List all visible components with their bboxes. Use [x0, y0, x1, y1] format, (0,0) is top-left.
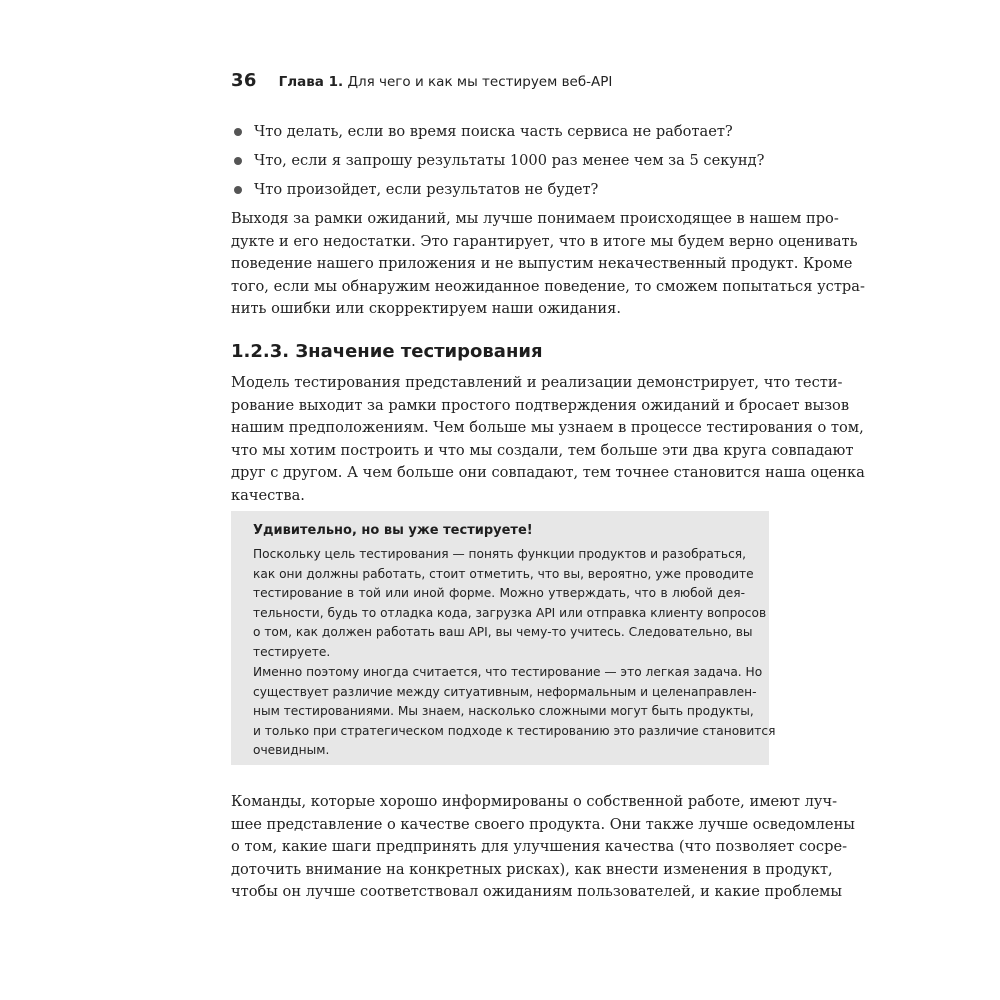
text-line: очевидным. — [253, 743, 330, 758]
list-item: Что делать, если во время поиска часть сервиса не работает? — [231, 121, 771, 150]
text-line: друг с другом. А чем больше они совпадают, тем точнее становится наша оценка — [231, 464, 865, 482]
text-line: и только при стратегическом подходе к тестированию это различие становится — [253, 723, 776, 738]
sidebar-paragraph — [253, 663, 776, 761]
text-line: Модель тестирования представлений и реализации демонстрирует, что тести- — [231, 374, 843, 391]
body-paragraph-teams — [231, 791, 855, 904]
text-line: тельности, будь то отладка кода, загрузка API или отправка клиенту вопросов — [253, 605, 767, 620]
text-line: нашим предположениям. Чем больше мы узнаем в процессе тестирования о том, — [231, 419, 864, 437]
text-line: того, если мы обнаружим неожиданное поведение, то сможем попытаться устра- — [231, 277, 865, 295]
text-line: Именно поэтому иногда считается, что тестирование — это легкая задача. Но — [253, 665, 763, 679]
text-line: качества. — [231, 486, 305, 504]
sidebar-title: Удивительно, но вы уже тестируете! — [253, 523, 533, 538]
list-item: Что, если я запрошу результаты 1000 раз менее чем за 5 секунд? — [231, 150, 771, 179]
text-line: Выходя за рамки ожиданий, мы лучше понимаем происходящее в нашем про- — [231, 210, 839, 227]
text-line: о том, как должен работать ваш API, вы чему-то учитесь. Следовательно, вы — [253, 625, 753, 640]
text-line: дукте и его недостатки. Это гарантирует, что в итоге мы будем верно оценивать — [231, 232, 858, 250]
page-number: 36 — [231, 70, 257, 91]
sidebar-paragraph — [253, 545, 767, 663]
sidebar-box — [231, 511, 776, 765]
body-paragraph-testing-value — [231, 372, 865, 508]
text-line: ным тестированиями. Мы знаем, насколько сложными могут быть продукты, — [253, 704, 754, 719]
text-line: Команды, которые хорошо информированы о собственной работе, имеют луч- — [231, 793, 838, 810]
text-line: тестируете. — [253, 644, 331, 659]
chapter-label: Глава 1. — [278, 74, 344, 90]
text-line: рование выходит за рамки простого подтверждения ожиданий и бросает вызов — [231, 396, 850, 414]
chapter-title — [279, 74, 613, 90]
text-line: что мы хотим построить и что мы создали, тем больше эти два круга совпадают — [231, 441, 854, 459]
text-line: доточить внимание на конкретных рисках), как внести изменения в продукт, — [231, 860, 833, 878]
text-line: как они должны работать, стоит отметить, что вы, вероятно, уже проводите — [253, 566, 754, 581]
text-line: тестирование в той или иной форме. Можно утверждать, что в любой дея- — [253, 586, 745, 601]
chapter-name: Для чего и как мы тестируем веб-API — [347, 74, 613, 90]
text-line: Поскольку цель тестирования — понять функции продуктов и разобраться, — [253, 547, 746, 561]
running-header — [231, 70, 771, 91]
text-line: поведение нашего приложения и не выпустим некачественный продукт. Кроме — [231, 255, 853, 273]
text-line: о том, какие шаги предпринять для улучшения качества (что позволяет сосре- — [231, 838, 848, 856]
text-line: существует различие между ситуативным, неформальным и целенаправлен- — [253, 684, 757, 699]
text-line: шее представление о качестве своего продукта. Они также лучше осведомлены — [231, 815, 855, 833]
section-heading: 1.2.3. Значение тестирования — [231, 341, 543, 362]
list-item: Что произойдет, если результатов не будет? — [231, 179, 771, 208]
question-list — [231, 121, 771, 208]
text-line: нить ошибки или скорректируем наши ожидания. — [231, 300, 621, 318]
text-line: чтобы он лучше соответствовал ожиданиям пользователей, и какие проблемы — [231, 883, 842, 901]
body-paragraph-expectations — [231, 208, 865, 321]
